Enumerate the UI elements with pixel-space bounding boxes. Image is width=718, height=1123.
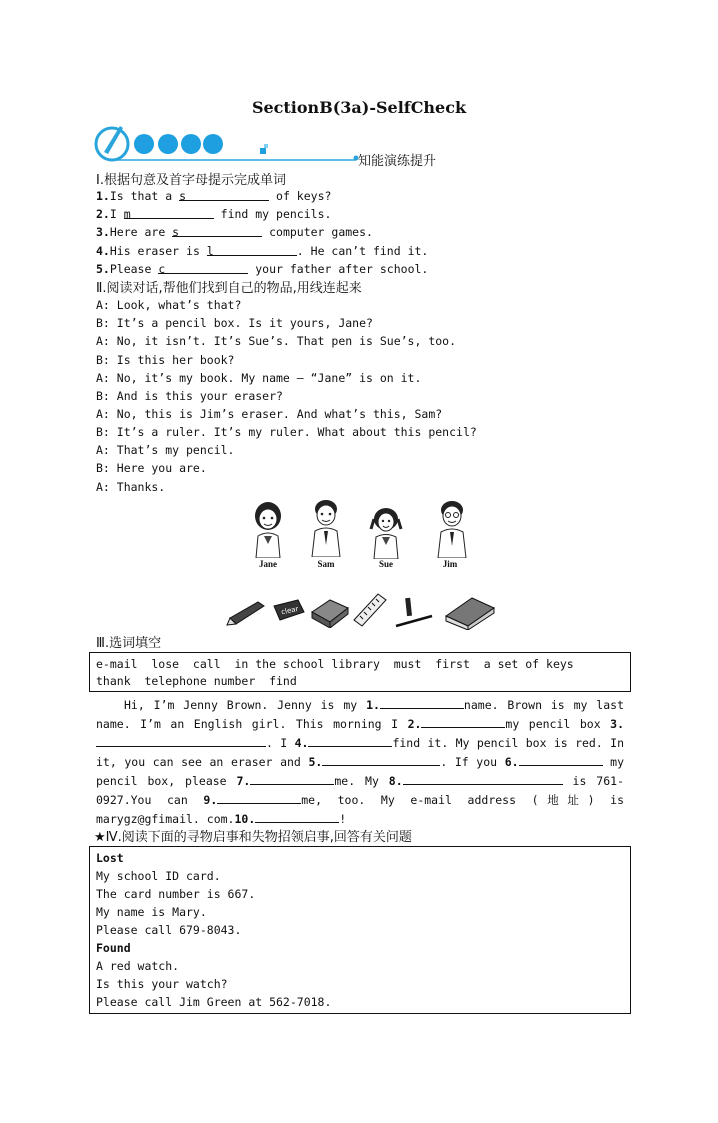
pencil-box-illustration [310, 594, 350, 628]
found-line: Is this your watch? [96, 977, 228, 991]
dialogue-line: B: And is this your eraser? [96, 389, 283, 403]
lost-line: Please call 679-8043. [96, 923, 242, 937]
person-sue-illustration [367, 505, 405, 559]
found-title: Found [96, 941, 131, 955]
dialogue-line: A: No, it isn’t. It’s Sue’s. That pen is Sue’s, too. [96, 334, 457, 348]
dialogue-line: B: It’s a pencil box. Is it yours, Jane? [96, 316, 373, 330]
lost-line: My school ID card. [96, 869, 221, 883]
notice-box [89, 846, 631, 1014]
person-name-label: Sue [378, 559, 393, 569]
word-bank-box [89, 652, 631, 692]
found-line: Please call Jim Green at 562-7018. [96, 995, 332, 1009]
section3-heading: Ⅲ.选词填空 [96, 636, 162, 651]
person-jane-illustration [248, 500, 288, 558]
word-bank-line: e-mail lose call in the school library must first a set of keys [96, 657, 574, 671]
lost-line: The card number is 667. [96, 887, 256, 901]
cloze-passage: Hi, I’m Jenny Brown. Jenny is my 1. name. Brown is my last name. I’m an English girl. This morning I 2. my pencil box 3. . I 4. find it. My pencil box is red. In it, you can see an eraser and 5. . If you 6. my pencil box, please 7. me. My 8. is 761-0927.You can 9. me, too. My e-mail address (地址) is marygz@gfimail. com.10. ! [96, 698, 625, 826]
section1-heading: Ⅰ.根据句意及首字母提示完成单词 [96, 173, 286, 188]
eraser-illustration [272, 598, 306, 622]
found-line: A red watch. [96, 959, 180, 973]
dialogue-line: A: Look, what’s that? [96, 298, 242, 312]
person-name-label: Jane [259, 559, 277, 569]
lost-title: Lost [96, 851, 124, 865]
pen-illustration [394, 596, 438, 630]
dialogue-line: B: Here you are. [96, 461, 207, 475]
lost-line: My name is Mary. [96, 905, 207, 919]
dialogue-line: A: Thanks. [96, 480, 166, 494]
banner-label: 知能演练提升 [358, 154, 437, 169]
section1-item: 4.His eraser is l . He can’t find it. [96, 244, 429, 258]
page-title: SectionB(3a)-SelfCheck [251, 98, 467, 117]
person-name-label: Jim [442, 559, 458, 569]
pencil-illustration [226, 598, 268, 626]
dialogue-line: A: No, it’s my book. My name — “Jane” is on it. [96, 371, 422, 385]
section2-heading: Ⅱ.阅读对话,帮他们找到自己的物品,用线连起来 [96, 281, 362, 296]
ruler-illustration [352, 592, 388, 628]
dialogue-line: A: That’s my pencil. [96, 443, 235, 457]
section1-item: 2.I m find my pencils. [96, 207, 332, 221]
section4-heading: ★Ⅳ.阅读下面的寻物启事和失物招领启事,回答有关问题 [94, 830, 412, 845]
dialogue-line: B: It’s a ruler. It’s my ruler. What about this pencil? [96, 425, 477, 439]
dialogue-line: B: Is this her book? [96, 353, 235, 367]
book-illustration [444, 594, 496, 630]
section1-item: 1.Is that a s of keys? [96, 189, 332, 203]
dialogue-line: A: No, this is Jim’s eraser. And what’s this, Sam? [96, 407, 443, 421]
person-name-label: Sam [317, 559, 335, 569]
person-jim-illustration [432, 498, 472, 558]
person-sam-illustration [306, 497, 346, 557]
section1-item: 5.Please c your father after school. [96, 262, 429, 276]
section1-item: 3.Here are s computer games. [96, 225, 373, 239]
eraser-brand-text: clear [280, 604, 300, 617]
word-bank-line: thank telephone number find [96, 674, 297, 688]
